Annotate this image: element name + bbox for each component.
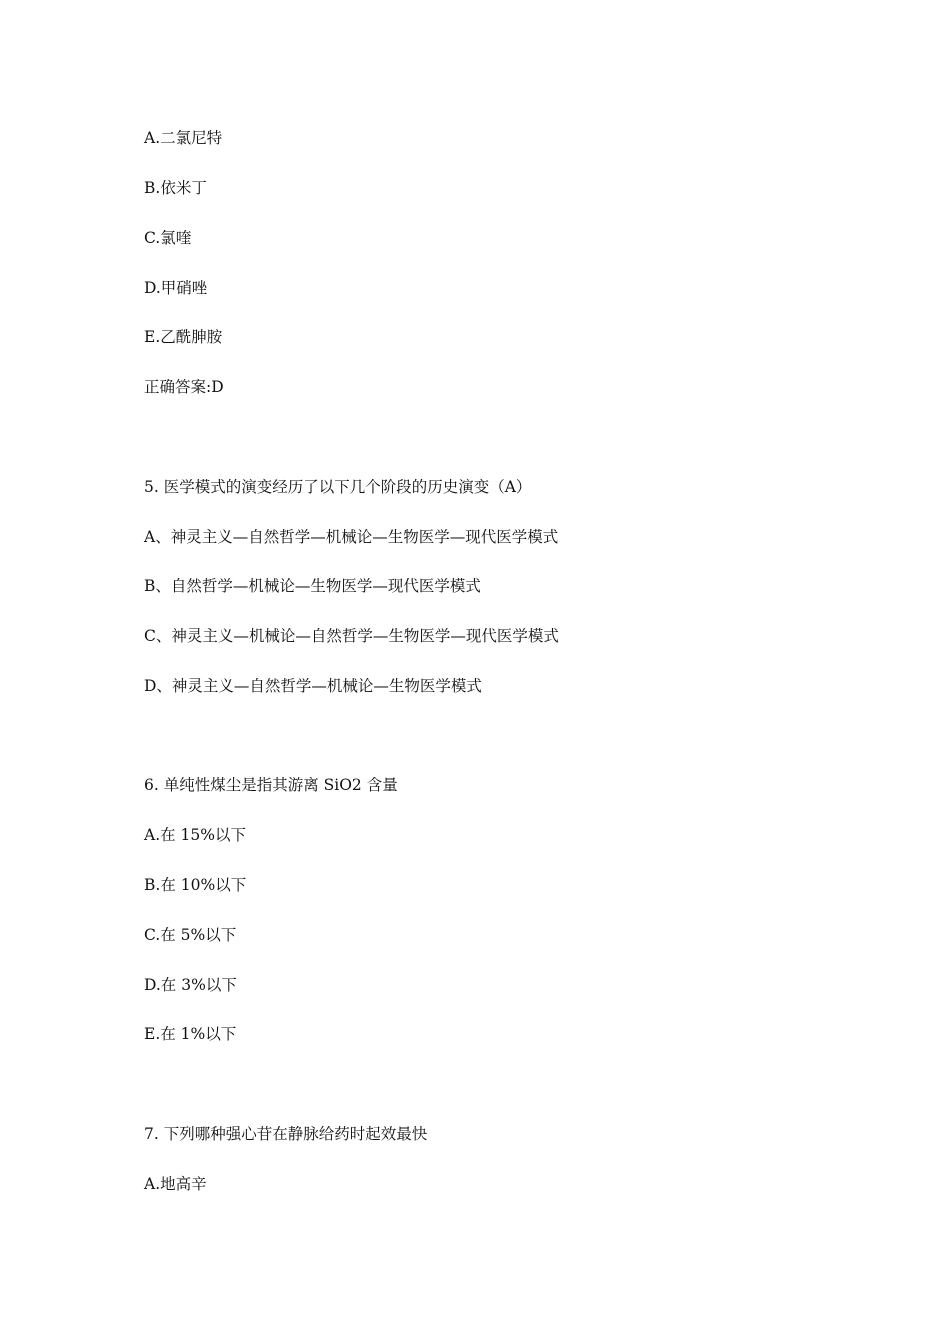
prev-option-e: E.乙酰胂胺	[144, 328, 223, 346]
q6-option-d: D.在 3%以下	[144, 976, 237, 994]
prev-option-d: D.甲硝唑	[144, 279, 208, 297]
q6-option-a: A.在 15%以下	[144, 826, 246, 844]
q7-option-a: A.地高辛	[144, 1175, 207, 1193]
q6-stem: 6. 单纯性煤尘是指其游离 SiO2 含量	[144, 776, 398, 794]
q5-option-d: D、神灵主义—自然哲学—机械论—生物医学模式	[144, 677, 482, 695]
prev-answer: 正确答案:D	[144, 378, 224, 396]
q6-option-c: C.在 5%以下	[144, 926, 237, 944]
prev-option-a: A.二氯尼特	[144, 129, 223, 147]
q6-option-b: B.在 10%以下	[144, 876, 247, 894]
prev-option-c: C.氯喹	[144, 229, 192, 247]
q7-stem: 7. 下列哪种强心苷在静脉给药时起效最快	[144, 1125, 428, 1143]
q5-option-a: A、神灵主义—自然哲学—机械论—生物医学—现代医学模式	[144, 528, 559, 546]
q6-option-e: E.在 1%以下	[144, 1025, 237, 1043]
q5-stem: 5. 医学模式的演变经历了以下几个阶段的历史演变（A）	[144, 478, 532, 496]
q5-option-b: B、自然哲学—机械论—生物医学—现代医学模式	[144, 577, 481, 595]
q5-option-c: C、神灵主义—机械论—自然哲学—生物医学—现代医学模式	[144, 627, 559, 645]
prev-option-b: B.依米丁	[144, 179, 207, 197]
